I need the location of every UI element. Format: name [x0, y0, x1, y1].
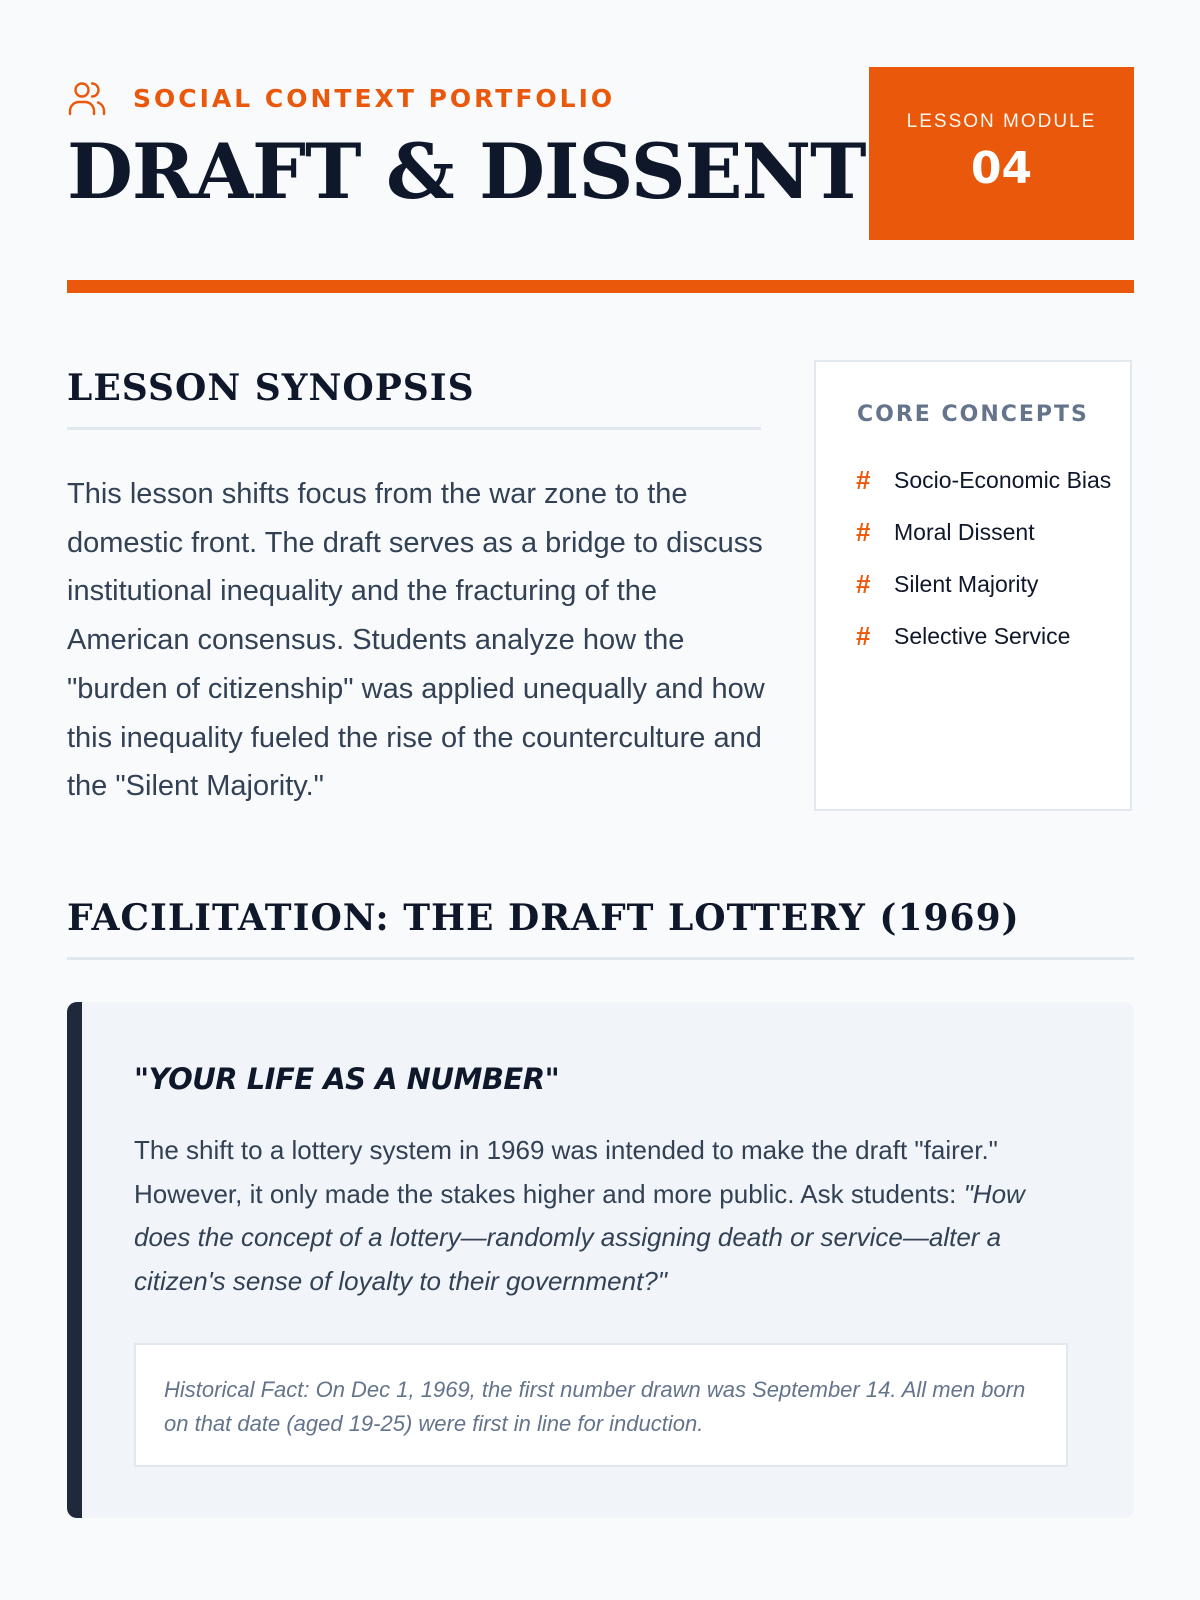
module-label: LESSON MODULE [906, 111, 1097, 132]
facilitation-heading: FACILITATION: THE DRAFT LOTTERY (1969) [67, 897, 1020, 939]
concept-label: Socio-Economic Bias [894, 467, 1112, 493]
lesson-page [67, 0, 1134, 1600]
synopsis-heading: LESSON SYNOPSIS [67, 367, 475, 409]
concept-label: Selective Service [894, 623, 1071, 649]
module-number: 04 [970, 143, 1033, 194]
lesson-module-badge [869, 67, 1134, 240]
portfolio-label: SOCIAL CONTEXT PORTFOLIO [133, 83, 616, 113]
list-item [856, 464, 1116, 497]
core-concepts-list [856, 464, 1116, 672]
concept-label: Moral Dissent [894, 519, 1035, 545]
synopsis-divider [67, 427, 761, 430]
historical-fact-text: Historical Fact: On Dec 1, 1969, the first number drawn was September 14. All men born on that date (aged 19-25) were first in line for induction. [164, 1377, 1026, 1436]
synopsis-text: This lesson shifts focus from the war zone to the domestic front. The draft serves as a bridge to discuss institutional inequality and the fracturing of the American consensus. Students analyze how the "burden of citizenship" was applied unequally and how this inequality fueled the rise of the counterculture and the "Silent Majority." [67, 478, 765, 803]
callout-intro: The shift to a lottery system in 1969 was intended to make the draft "fairer." However, it only made the stakes higher and more public. Ask students: [134, 1135, 998, 1209]
hash-icon: # [856, 517, 871, 547]
portfolio-eyebrow [67, 78, 615, 118]
historical-fact-box [134, 1343, 1068, 1467]
hash-icon: # [856, 569, 871, 599]
concept-label: Silent Majority [894, 571, 1039, 597]
callout-accent-bar [67, 1002, 82, 1518]
callout-heading: "YOUR LIFE AS A NUMBER" [134, 1062, 560, 1096]
list-item [856, 568, 1116, 601]
hash-icon: # [856, 465, 871, 495]
facilitation-divider [67, 957, 1134, 960]
core-concepts-heading: CORE CONCEPTS [857, 402, 1089, 427]
list-item [856, 516, 1116, 549]
callout-text [134, 1129, 1064, 1304]
users-icon [67, 78, 107, 118]
page-title: DRAFT & DISSENT [67, 127, 866, 216]
callout-question: "How does the concept of a lottery—randomly assigning death or service—alter a citizen's sense of loyalty to their government?" [134, 1178, 1025, 1297]
facilitation-callout [67, 1002, 1134, 1518]
header-divider [67, 280, 1134, 293]
hash-icon: # [856, 621, 871, 651]
core-concepts-card [814, 360, 1132, 811]
list-item [856, 620, 1116, 653]
